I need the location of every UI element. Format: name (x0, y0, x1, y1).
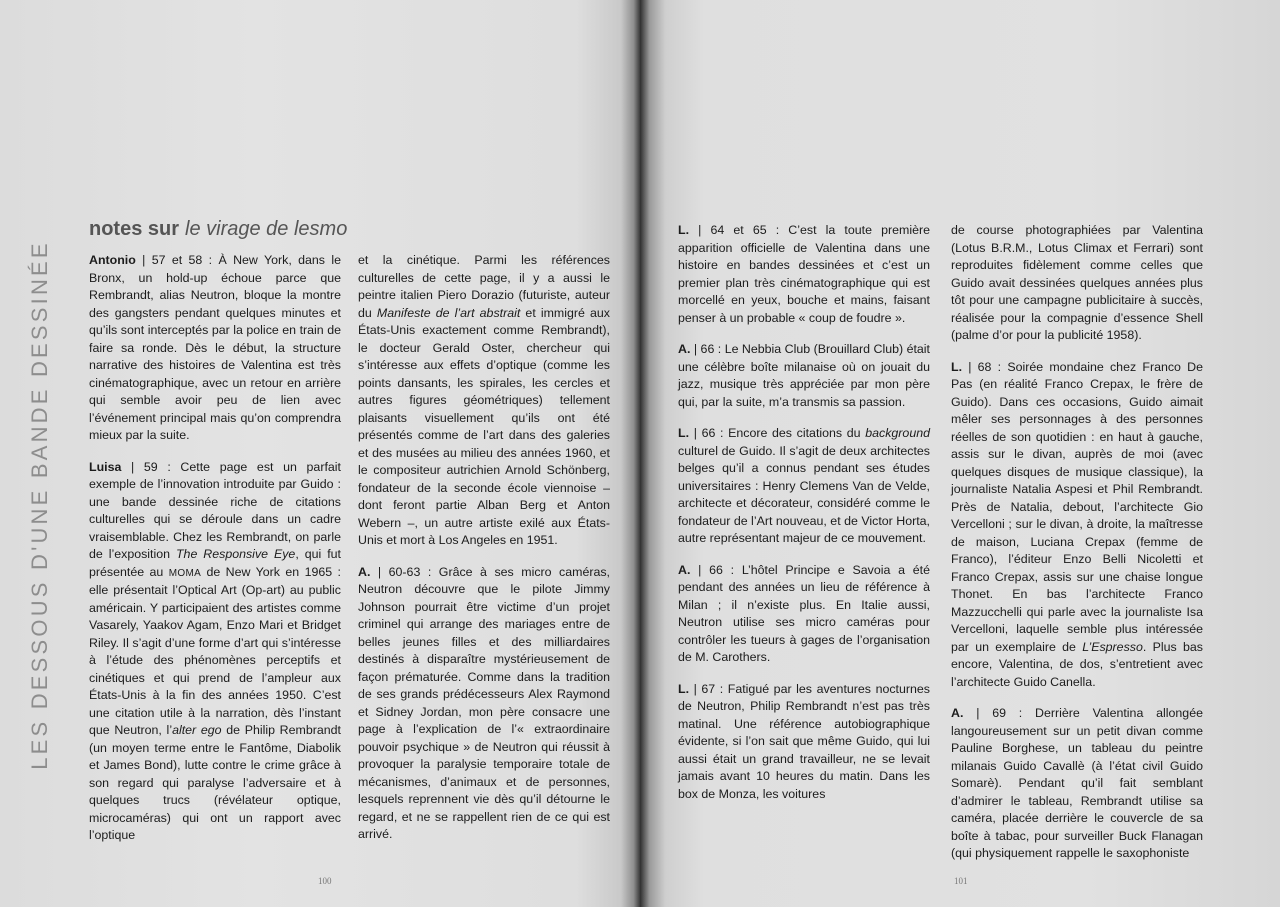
note-a-69 (951, 705, 1203, 863)
note-label: Luisa (89, 459, 122, 474)
note-text: culturel de Guido. Il s’agit de deux architectes belges qu’il a connus pendant ses études universitaires : Henry Clemens Van de Velde, architecte et décorateur, considéré comme le fondateur de l’Art nouveau, et de Victor Horta, autre représentant majeur de ce mouvement. (678, 443, 930, 545)
note-text: | 68 : Soirée mondaine chez Franco De Pas (en réalité Franco Crepax, le frère de Guido). Dans ces occasions, Guido aimait mêler ses personnages à des personnes réelles de son quotidien : en haut à gauche, assis sur le divan, auprès de moi (avec quelques disques de musique classique), la journaliste Natalia Aspesi et Phil Rembrandt. Près de Natalia, debout, l’architecte Gio Vercelloni ; sur le divan, à droite, la maîtresse de maison, Luciana Crepax (femme de Franco), l’éditeur Enzo Belli Nicoletti et Franco Crepax, assis sur une chaise longue Thonet. En bas l’architecte Franco Mazzucchelli qui parle avec la journaliste Isa Vercelloni, laquelle semble plus intéressée par un exemplaire de (951, 359, 1203, 654)
note-text: de course photographiées par Valentina (Lotus B.R.M., Lotus Climax et Ferrari) sont reproduites fidèlement comme celles que Guido avait dessinées quelques années plus tôt pour une campagne publicitaire à succès, réalisée pour la compagnie d’essence Shell (palme d’or pour la publicité 1958). (951, 223, 1203, 342)
note-label: A. (678, 562, 691, 577)
note-l-67 (678, 681, 930, 804)
note-italic: L’Espresso (1082, 639, 1143, 654)
side-title (20, 240, 60, 770)
note-smallcaps: MOMA (168, 567, 202, 579)
note-label: A. (358, 564, 371, 579)
note-italic: The Responsive Eye (175, 547, 296, 561)
note-a-66-hotel (678, 562, 930, 667)
note-italic: Manifeste de l’art abstrait (376, 305, 521, 320)
note-label: A. (678, 342, 691, 356)
page-number-right: 101 (954, 876, 968, 886)
note-text: | 57 et 58 : À New York, dans le Bronx, un hold-up échoue parce que Rembrandt, alias Neutron, bloque la montre des gangsters pendant quelques minutes et qu’ils sont interceptés par la police en train de faire sa ronde. Dès le début, la structure narrative des histoires de Valentina est très cinématographique, avec un retour en arrière qui semble avoir peu de lien avec l’événement principal mais qu’on comprendra mieux par la suite. (89, 253, 341, 442)
right-column-2 (951, 222, 1203, 877)
note-label: L. (678, 426, 690, 440)
note-label: Antonio (89, 253, 136, 267)
note-antonio (89, 252, 341, 445)
note-a-66 (678, 341, 930, 411)
note-continued (951, 222, 1203, 345)
note-text: et immigré aux États-Unis exactement comme Rembrandt), le docteur Gerald Oster, chercheur qui s’intéresse aux effets d’optique (comme les points dansants, les spirales, les cercles et autres figures géométriques) tellement plaisants visuellement qu’ils ont été présentés comme de l’art dans des galeries et des musées au milieu des années 1960, et le compositeur autrichien Arnold Schönberg, fondateur de la seconde école viennoise – dont feront partie Alban Berg et Anton Webern –, un autre artiste exilé aux États-Unis et mort à Los Angeles en 1951. (358, 305, 610, 547)
notes-heading (89, 218, 347, 241)
note-text: | 60-63 : Grâce à ses micro caméras, Neutron découvre que le pilote Jimmy Johnson pourrait être victime d’un projet criminel qui arrange des mariages entre de belles jeunes filles et des milliardaires destinés à disparaître mystérieusement de façon prématurée. Comme dans la tradition de ses grands prédécesseurs Alex Raymond et Sidney Jordan, mon père consacre une page à l’explication de l’« extraordinaire pouvoir psychique » de Neutron qui réussit à provoquer la paralysie temporaire totale de mécanismes, d’animaux et de personnes, lesquels reprennent vie dès qu’il détourne le regard, et ne se rappellent rien de ce qui est arrivé. (358, 564, 610, 841)
note-l-64-65 (678, 222, 930, 327)
note-text: | 66 : L’hôtel Principe e Savoia a été pendant des années un lieu de référence à Milan ; il n’existe plus. En Italie aussi, Neutron utilise ses micro caméras pour contrôler les tueurs à gages de l’organisation de M. Carothers. (678, 562, 930, 664)
heading-italic: le virage de lesmo (185, 218, 348, 240)
heading-lead: notes sur (89, 218, 180, 240)
left-column-2 (358, 252, 610, 858)
note-italic: background (865, 426, 930, 440)
note-l-68 (951, 359, 1203, 692)
note-text: | 67 : Fatigué par les aventures nocturnes de Neutron, Philip Rembrandt n’est pas très matinal. Une référence autobiographique évidente, si l’on sait que même Guido, qui lui aussi était un grand travailleur, ne se levait jamais avant 10 heures du matin. Dans les box de Monza, les voitures (678, 681, 930, 801)
left-column-1 (89, 252, 341, 859)
note-label: L. (951, 359, 963, 374)
note-text: | 66 : Encore des citations du (693, 426, 861, 440)
note-continued (358, 252, 610, 550)
page-number-left: 100 (318, 876, 332, 886)
note-luisa (89, 459, 341, 845)
note-text: de Philip Rembrandt (un moyen terme entre le Fantôme, Diabolik et James Bond), lutte contre le crime grâce à son regard qui paralyse l’adversaire et à quelques trucs (révélateur optique, microcaméras) qui ont un rapport avec l’optique (89, 723, 341, 842)
note-text: et la cinétique. Parmi les références culturelles de cette page, il y a aussi le peintre italien Piero Dorazio (futuriste, auteur du (358, 253, 610, 320)
note-text: . Plus bas encore, Valentina, de dos, s’entretient avec l’architecte Guido Canella. (951, 639, 1203, 689)
note-text: | 59 : Cette page est un parfait exemple de l’innovation introduite par Guido : une bande dessinée riche de citations culturelles qui se déroule dans un cadre vraisemblable. Chez les Rembrandt, on parle de l’exposition (89, 459, 341, 561)
right-column-1 (678, 222, 930, 817)
note-label: A. (951, 706, 964, 720)
note-text: | 69 : Derrière Valentina allongée langoureusement sur un petit divan comme Pauline Borghese, un tableau du peintre milanais Guido Cavallè (à l’état civil Guido Somarè). Pendant qu’il fait semblant d’admirer le tableau, Rembrandt utilise sa caméra, placée derrière le couvercle de sa boîte à tabac, pour surveiller Buck Flanagan (qui physiquement rappelle le saxophoniste (951, 706, 1203, 860)
note-text: | 64 et 65 : C’est la toute première apparition officielle de Valentina dans une histoire en bandes dessinées et c’est un premier plan très cinématographique qui est morcellé en yeux, bouche et mains, faisant penser à un probable « coup de foudre ». (678, 223, 930, 325)
note-italic: alter ego (172, 723, 222, 737)
note-label: L. (678, 681, 690, 696)
note-text: | 66 : Le Nebbia Club (Brouillard Club) était une célèbre boîte milanaise où on jouait du jazz, musique très appréciée par mon père qui, par la suite, m’a transmis sa passion. (678, 342, 930, 409)
right-page (640, 0, 1280, 907)
note-text: de New York en 1965 : elle présentait l’Optical Art (Op-art) au public américain. Y participaient des artistes comme Vasarely, Yaakov Agam, Enzo Mari et Bridget Riley. Il s’agit d’une forme d’art qui s’intéresse à l’étude des phénomènes perceptifs et cinétiques et qui prend de l’ampleur aux États-Unis à la fin des années 1950. C’est une citation utile à la narration, dès l’instant que Neutron, l’ (89, 564, 341, 737)
note-a-60-63 (358, 564, 610, 844)
note-label: L. (678, 223, 690, 237)
side-title-text: LES DESSOUS D'UNE BANDE DESSINÉE (27, 240, 53, 770)
note-l-66 (678, 425, 930, 548)
note-text: , qui fut présentée au (89, 547, 341, 579)
